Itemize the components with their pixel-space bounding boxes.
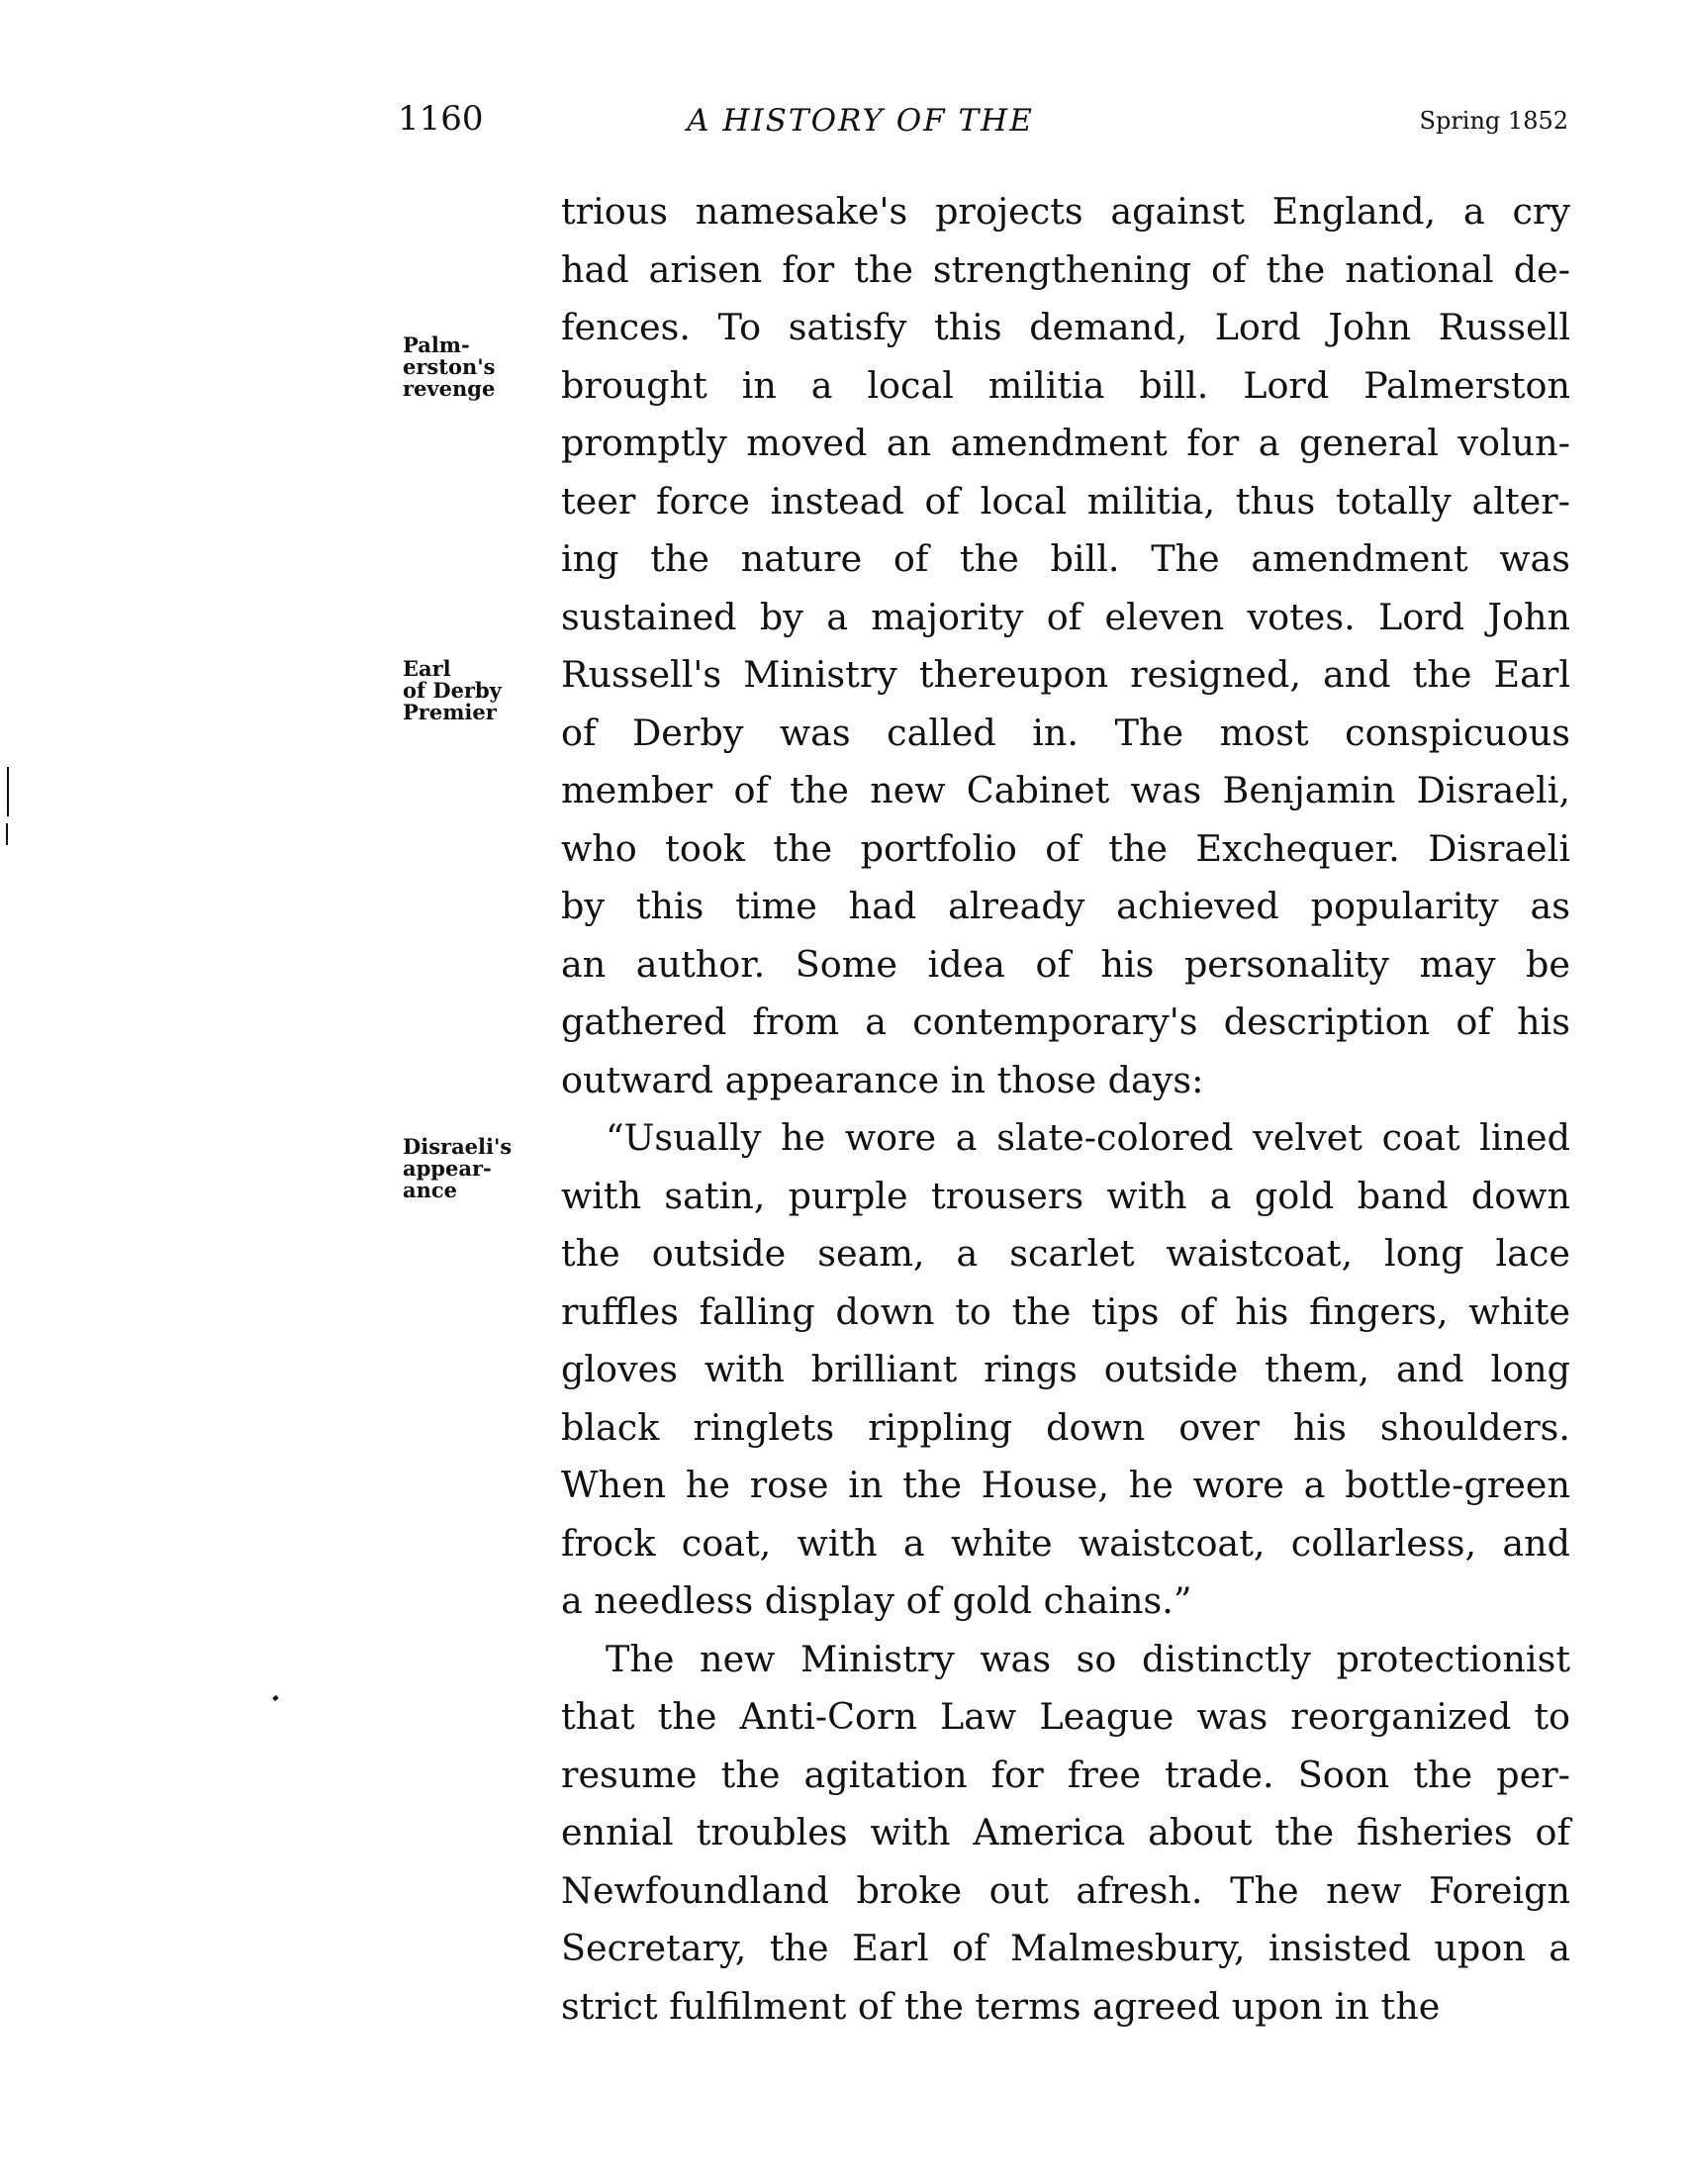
text-line: When he rose in the House, he wore a bottle-green [561, 1464, 1570, 1506]
margin-note-line: appear- [403, 1156, 492, 1181]
text-line: promptly moved an amendment for a general volun- [561, 422, 1570, 464]
text-line: of Derby was called in. The most conspicuous [561, 711, 1570, 754]
paragraph [561, 1109, 1570, 1631]
text-line: trious namesake's projects against England, a cry [561, 190, 1570, 233]
text-line: brought in a local militia bill. Lord Palmerston [561, 363, 1570, 407]
text-line: ruffles falling down to the tips of his fingers, white [561, 1289, 1570, 1333]
text-line: frock coat, with a white waistcoat, collarless, and [561, 1521, 1570, 1565]
text-line: with satin, purple trousers with a gold band down [561, 1174, 1570, 1217]
text-line: ing the nature of the bill. The amendment was [561, 537, 1570, 580]
margin-note-line: erston's [403, 354, 496, 379]
text-line: by this time had already achieved popularity as [561, 885, 1570, 927]
margin-note-line: of Derby [403, 678, 502, 703]
text-line: Secretary, the Earl of Malmesbury, insisted upon a [561, 1927, 1570, 1969]
text-line: the outside seam, a scarlet waistcoat, long lace [561, 1232, 1570, 1275]
text-line: black ringlets rippling down over his shoulders. [561, 1405, 1570, 1449]
date-header: Spring 1852 [1419, 107, 1568, 135]
running-title: A HISTORY OF THE [687, 103, 1034, 139]
page-number: 1160 [398, 99, 484, 139]
paragraph [561, 1631, 1570, 2037]
paragraph [561, 183, 1570, 1109]
margin-note-disraeli [403, 1136, 512, 1201]
text-line: strict fulfilment of the terms agreed upon in the [561, 1984, 1441, 2028]
text-line: teer force instead of local militia, thus totally alter- [561, 479, 1570, 522]
text-line: sustained by a majority of eleven votes. Lord John [561, 595, 1570, 638]
scan-artifact-line [6, 823, 8, 845]
text-line: Russell's Ministry thereupon resigned, and the Earl [561, 653, 1570, 696]
margin-note-line: Earl [403, 656, 451, 681]
text-line: The new Ministry was so distinctly protectionist [606, 1637, 1570, 1680]
text-line: that the Anti-Corn Law League was reorganized to [561, 1695, 1570, 1738]
margin-note-line: revenge [403, 376, 496, 401]
text-line: gathered from a contemporary's description of his [561, 1000, 1570, 1043]
margin-note-line: Premier [403, 700, 497, 724]
margin-note-derby [403, 658, 502, 723]
text-line: fences. To satisfy this demand, Lord John Russell [561, 306, 1570, 348]
scan-artifact-dot [272, 1695, 278, 1701]
text-line: Newfoundland broke out afresh. The new Foreign [561, 1868, 1570, 1912]
text-line: had arisen for the strengthening of the national de- [561, 247, 1570, 291]
text-line: gloves with brilliant rings outside them, and long [561, 1348, 1570, 1390]
text-line: resume the agitation for free trade. Soon the per- [561, 1753, 1570, 1796]
body-text [561, 183, 1570, 2036]
text-line: an author. Some idea of his personality may be [561, 942, 1570, 986]
margin-note-line: ance [403, 1178, 458, 1202]
text-line: member of the new Cabinet was Benjamin Disraeli, [561, 769, 1570, 811]
text-line: outward appearance in those days: [561, 1058, 1204, 1101]
text-line: “Usually he wore a slate-colored velvet coat lined [606, 1116, 1570, 1159]
text-line: a needless display of gold chains.” [561, 1579, 1192, 1622]
margin-note-palmerston [403, 334, 495, 400]
scan-artifact-line [7, 767, 9, 816]
margin-note-line: Palm- [403, 332, 470, 357]
margin-note-line: Disraeli's [403, 1134, 513, 1159]
text-line: who took the portfolio of the Exchequer. Disraeli [561, 826, 1570, 870]
text-line: ennial troubles with America about the fisheries of [561, 1811, 1570, 1853]
